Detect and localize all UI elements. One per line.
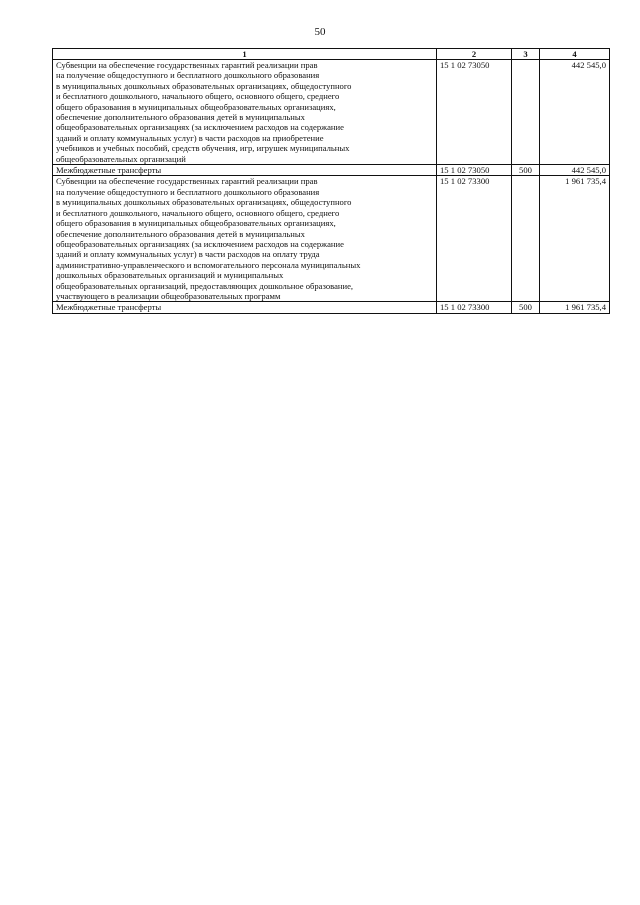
row-amount: 1 961 735,4 xyxy=(540,302,610,313)
row-code: 15 1 02 73050 xyxy=(437,60,512,165)
row-name-line: общего образования в муниципальных общеобразовательных организациях, xyxy=(56,101,336,112)
table-row xyxy=(53,165,610,176)
row-name-line: на получение общедоступного и бесплатного дошкольного образования xyxy=(56,70,320,81)
table-row xyxy=(53,60,610,165)
row-name-line: общего образования в муниципальных общеобразовательных организациях, xyxy=(56,218,336,229)
row-name-line: дошкольных образовательных организаций и муниципальных xyxy=(56,270,284,281)
row-name-line: и бесплатного дошкольного, начального общего, основного общего, среднего xyxy=(56,207,340,218)
row-name xyxy=(53,165,437,176)
table-row xyxy=(53,302,610,313)
row-name-line: общеобразовательных организациях (за исключением расходов на содержание xyxy=(56,238,344,249)
row-type: 500 xyxy=(512,165,540,176)
row-amount: 442 545,0 xyxy=(540,165,610,176)
row-name-line: в муниципальных дошкольных образовательных организациях, общедоступного xyxy=(56,197,352,208)
row-name-line: общеобразовательных организаций xyxy=(56,153,186,164)
column-header-3: 3 xyxy=(512,49,540,60)
row-name-line: и бесплатного дошкольного, начального общего, основного общего, среднего xyxy=(56,91,340,102)
row-name xyxy=(53,176,437,302)
column-header-4: 4 xyxy=(540,49,610,60)
row-name-line: Субвенции на обеспечение государственных гарантий реализации прав xyxy=(56,60,318,70)
row-name-line: участвующего в реализации общеобразовательных программ xyxy=(56,290,281,301)
row-name-line: Межбюджетные трансферты xyxy=(56,302,162,313)
row-name-line: в муниципальных дошкольных образовательных организациях, общедоступного xyxy=(56,80,352,91)
row-name-line: Субвенции на обеспечение государственных гарантий реализации прав xyxy=(56,176,318,187)
row-name-line: общеобразовательных организаций, предоставляющих дошкольное образование, xyxy=(56,280,354,291)
row-name-line: обеспечение дополнительного образования детей в муниципальных xyxy=(56,228,305,239)
row-code: 15 1 02 73300 xyxy=(437,302,512,313)
row-name-line: учебников и учебных пособий, средств обучения, игр, игрушек муниципальных xyxy=(56,143,350,154)
page-number: 50 xyxy=(314,26,326,38)
row-type xyxy=(512,60,540,165)
row-name-line: обеспечение дополнительного образования детей в муниципальных xyxy=(56,112,305,123)
row-name xyxy=(53,302,437,313)
row-name-line: зданий и оплату коммунальных услуг) в части расходов на приобретение xyxy=(56,132,324,143)
budget-table xyxy=(52,48,610,314)
row-name-line: административно-управленческого и вспомогательного персонала муниципальных xyxy=(56,259,361,270)
column-header-2: 2 xyxy=(437,49,512,60)
row-code: 15 1 02 73050 xyxy=(437,165,512,176)
row-type xyxy=(512,176,540,302)
row-name xyxy=(53,60,437,165)
row-amount: 1 961 735,4 xyxy=(540,176,610,302)
column-header-1: 1 xyxy=(53,49,437,60)
row-name-line: на получение общедоступного и бесплатного дошкольного образования xyxy=(56,186,320,197)
row-name-line: зданий и оплату коммунальных услуг) в части расходов на оплату труда xyxy=(56,249,320,260)
table-header-row xyxy=(53,49,610,60)
row-code: 15 1 02 73300 xyxy=(437,176,512,302)
table-row xyxy=(53,176,610,302)
row-amount: 442 545,0 xyxy=(540,60,610,165)
row-type: 500 xyxy=(512,302,540,313)
row-name-line: Межбюджетные трансферты xyxy=(56,165,162,176)
row-name-line: общеобразовательных организациях (за исключением расходов на содержание xyxy=(56,122,344,133)
